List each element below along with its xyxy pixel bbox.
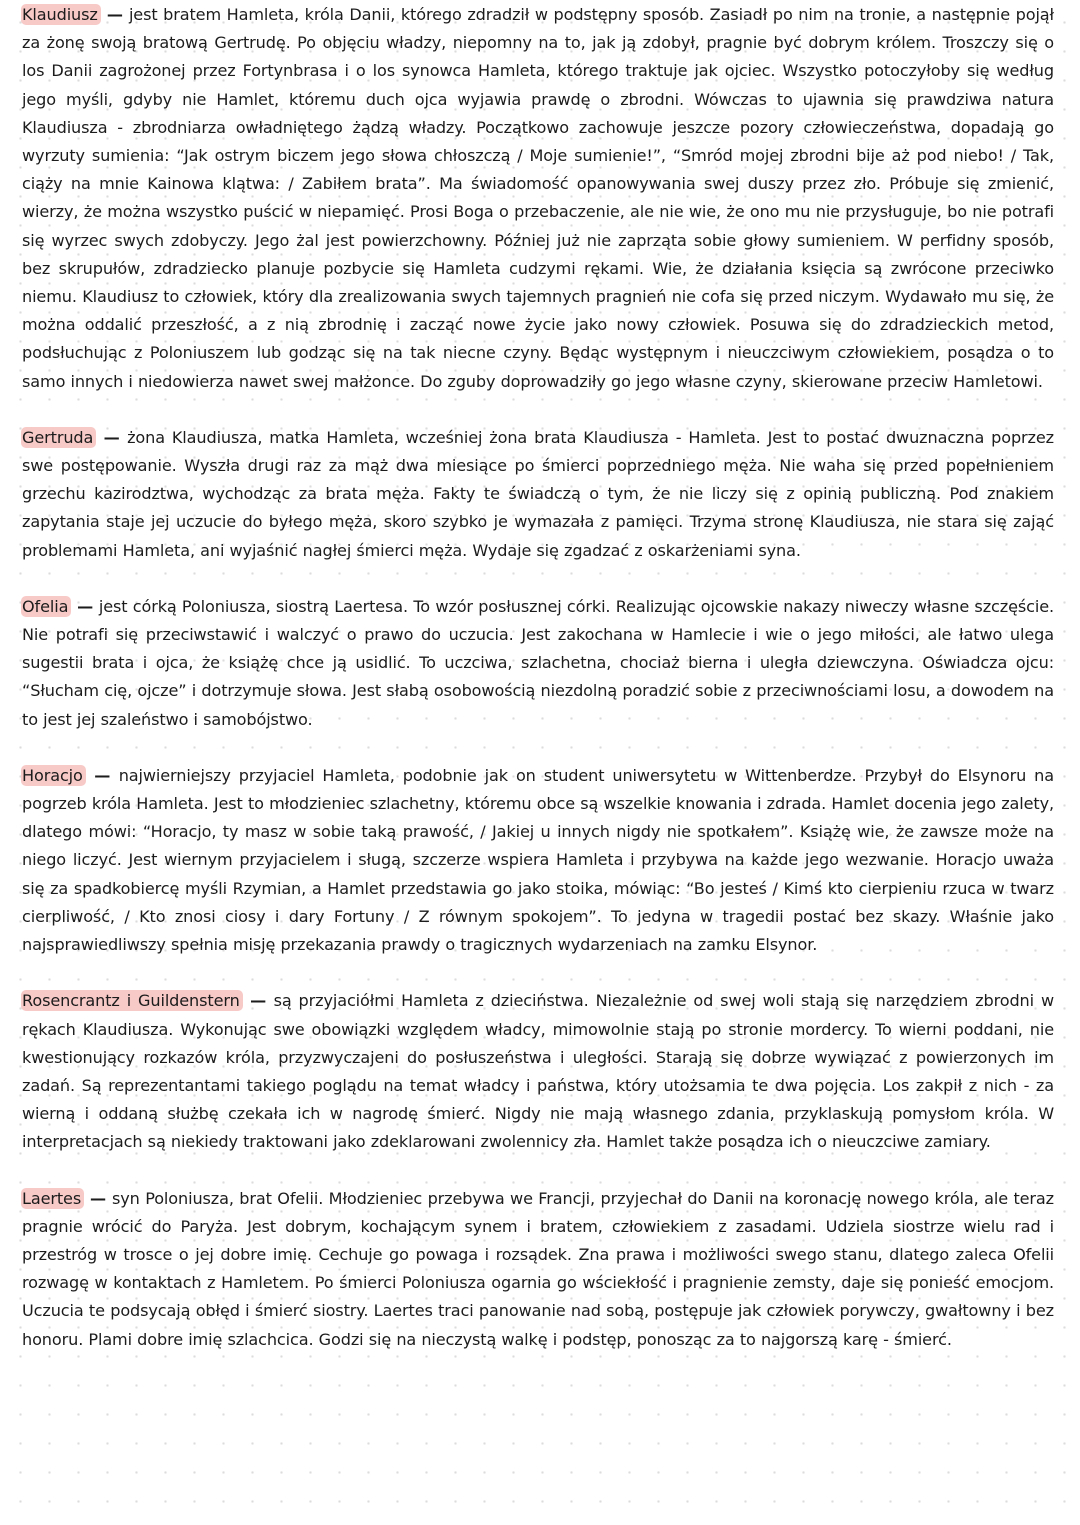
character-description: najwierniejszy przyjaciel Hamleta, podobnie jak on student uniwersytetu w Wittenberdze. Przybył do Elsynoru na pogrzeb króla Hamleta. Jest to młodzieniec szlachetny, któremu obce są wszelkie knowania i zdrada. Hamlet docenia jego zalety, dlatego mówi: “Horacjo, ty masz w sobie taką prawość, / Jakiej u innych nigdy nie spotkałem”. Książę wie, że zawsze może na niego liczyć. Jest wiernym przyjacielem i sługą, szczerze wspiera Hamleta i przybywa na każde jego wezwanie. Horacjo uważa się za spadkobiercę myśli Rzymian, a Hamlet przedstawia go jako stoika, mówiąc: “Bo jesteś / Kimś kto cierpieniu rzuca w twarz cierpliwość, / Kto znosi ciosy i dary Fortuny / Z równym spokojem”. To jedyna w tragedii postać bez skazy. Właśnie jako najsprawiedliwszy spełnia misję przekazania prawdy o tragicznych wydarzeniach na zamku Elsynor. [22,765,1054,955]
character-name-highlight: Ofelia [21,596,71,617]
character-description: jest córką Poloniusza, siostrą Laertesa. To wzór posłusznej córki. Realizując ojcowskie nakazy niweczy własne szczęście. Nie potrafi się przeciwstawić i walczyć o prawo do uczucia. Jest zakochana w Hamlecie i wie o jego miłości, ale łatwo ulega sugestii brata i ojca, że książę chce ją usidlić. To uczciwa, szlachetna, chociaż bierna i uległa dziewczyna. Oświadcza ojcu: “Słucham cię, ojcze” i dotrzymuje słowa. Jest słabą osobowością niezdolną poradzić sobie z przeciwnościami losu, a dowodem na to jest jej szaleństwo i samobójstwo. [22,596,1054,729]
character-entry-horacjo [22,762,1054,959]
character-entry-rosencrantz-guildenstern [22,987,1054,1156]
character-name-highlight: Gertruda [21,427,96,448]
name-dash: — [96,427,128,447]
character-description: syn Poloniusza, brat Ofelii. Młodzieniec przebywa we Francji, przyjechał do Danii na koronację nowego króla, ale teraz pragnie wrócić do Paryża. Jest dobrym, kochającym synem i bratem, człowiekiem z zasadami. Udziela siostrze wielu rad i przestróg w trosce o jej dobre imię. Cechuje go powaga i rozsądek. Zna prawa i możliwości swego stanu, dlatego zaleca Ofelii rozwagę w kontaktach z Hamletem. Po śmierci Poloniusza ogarnia go wściekłość i pragnienie zemsty, daje się ponieść emocjom. Uczucia te podsycają obłęd i śmierć siostry. Laertes traci panowanie nad sobą, postępuje jak człowiek porywczy, gwałtowny i bez honoru. Plami dobre imię szlachcica. Godzi się na nieczystą walkę i podstęp, ponosząc za to najgorszą karę - śmierć. [22,1188,1054,1349]
character-description: są przyjaciółmi Hamleta z dzieciństwa. Niezależnie od swej woli stają się narzędziem zbrodni w rękach Klaudiusza. Wykonując swe obowiązki względem władcy, mimowolnie stają po stronie mordercy. To wierni poddani, nie kwestionujący rozkazów króla, przyzwyczajeni do posłuszeństwa i uległości. Starają się dobrze wywiązać z powierzonych im zadań. Są reprezentantami takiego poglądu na temat władcy i państwa, który utożsamia te dwa pojęcia. Los zakpił z nich - za wierną i oddaną służbę czekała ich w nagrodę śmierć. Nigdy nie mają własnego zdania, przyklaskują pomysłom króla. W interpretacjach są niekiedy traktowani jako zdeklarowani zwolennicy zła. Hamlet także posądza ich o nieuczciwe zamiary. [22,991,1054,1152]
character-entry-ofelia [22,593,1054,734]
character-entry-klaudiusz [22,1,1054,396]
name-dash: — [71,596,99,616]
entry-paragraph [22,424,1054,565]
character-entry-gertruda [22,424,1054,565]
entry-paragraph [22,987,1054,1156]
character-name-highlight: Horacjo [21,765,86,786]
entry-paragraph [22,593,1054,734]
name-dash: — [85,765,119,785]
character-name-highlight: Laertes [21,1188,84,1209]
name-dash: — [242,991,274,1011]
character-description: żona Klaudiusza, matka Hamleta, wcześniej żona brata Klaudiusza - Hamleta. Jest to postać dwuznaczna poprzez swe postępowanie. Wyszła drugi raz za mąż dwa miesiące po śmierci poprzedniego męża. Nie waha się przed popełnieniem grzechu kazirodztwa, wychodząc za brata męża. Fakty te świadczą o tym, że nie liczy się z opinią publiczną. Pod znakiem zapytania staje jej uczucie do byłego męża, skoro szybko je wymazała z pamięci. Trzyma stronę Klaudiusza, nie stara się zająć problemami Hamleta, ani wyjaśnić nagłej śmierci męża. Wydaje się zgadzać z oskarżeniami syna. [22,427,1054,560]
character-entry-laertes [22,1185,1054,1354]
entry-paragraph [22,762,1054,959]
character-description: jest bratem Hamleta, króla Danii, którego zdradził w podstępny sposób. Zasiadł po nim na tronie, a następnie pojął za żonę swoją bratową Gertrudę. Po objęciu władzy, niepomny na to, jak ją zdobył, pragnie być dobrym królem. Troszczy się o los Danii zagrożonej przez Fortynbrasa i o los synowca Hamleta, którego traktuje jak ojciec. Wszystko potoczyłoby się według jego myśli, gdyby nie Hamlet, któremu duch ojca wyjawia prawdę o zbrodni. Wówczas to ujawnia się prawdziwa natura Klaudiusza - zbrodniarza owładniętego żądzą władzy. Początkowo zachowuje jeszcze pozory człowieczeństwa, dopadają go wyrzuty sumienia: “Jak ostrym biczem jego słowa chłoszczą / Moje sumienie!”, “Smród mojej zbrodni bije aż pod niebo! / Tak, ciąży na mnie Kainowa klątwa: / Zabiłem brata”. Ma świadomość opanowywania swej duszy przez zło. Próbuje się zmienić, wierzy, że można wszystko puścić w niepamięć. Prosi Boga o przebaczenie, ale nie wie, że ono mu nie przysługuje, bo nie potrafi się wyrzec swych zdobyczy. Jego żal jest powierzchowny. Później już nie zaprząta sobie głowy sumieniem. W perfidny sposób, bez skrupułów, zdradziecko planuje pozbycie się Hamleta cudzymi rękami. Wie, że działania księcia są zwrócone przeciwko niemu. Klaudiusz to człowiek, który dla zrealizowania swych tajemnych pragnień nie cofa się przed niczym. Wydawało mu się, że można oddalić przeszłość, a z nią zbrodnię i zacząć nowe życie jako nowy człowiek. Posuwa się do zdradzieckich metod, podsłuchując z Poloniuszem lub godząc się na tak niecne czyny. Będąc występnym i nieuczciwym człowiekiem, posądza o to samo innych i niedowierza nawet swej małżonce. Do zguby doprowadziły go jego własne czyny, skierowane przeciw Hamletowi. [22,5,1054,391]
character-name-highlight: Klaudiusz [21,4,101,25]
entry-paragraph [22,1,1054,396]
entry-paragraph [22,1185,1054,1354]
name-dash: — [100,5,129,24]
name-dash: — [84,1188,112,1208]
character-name-highlight: Rosencrantz i Guildenstern [21,990,243,1011]
